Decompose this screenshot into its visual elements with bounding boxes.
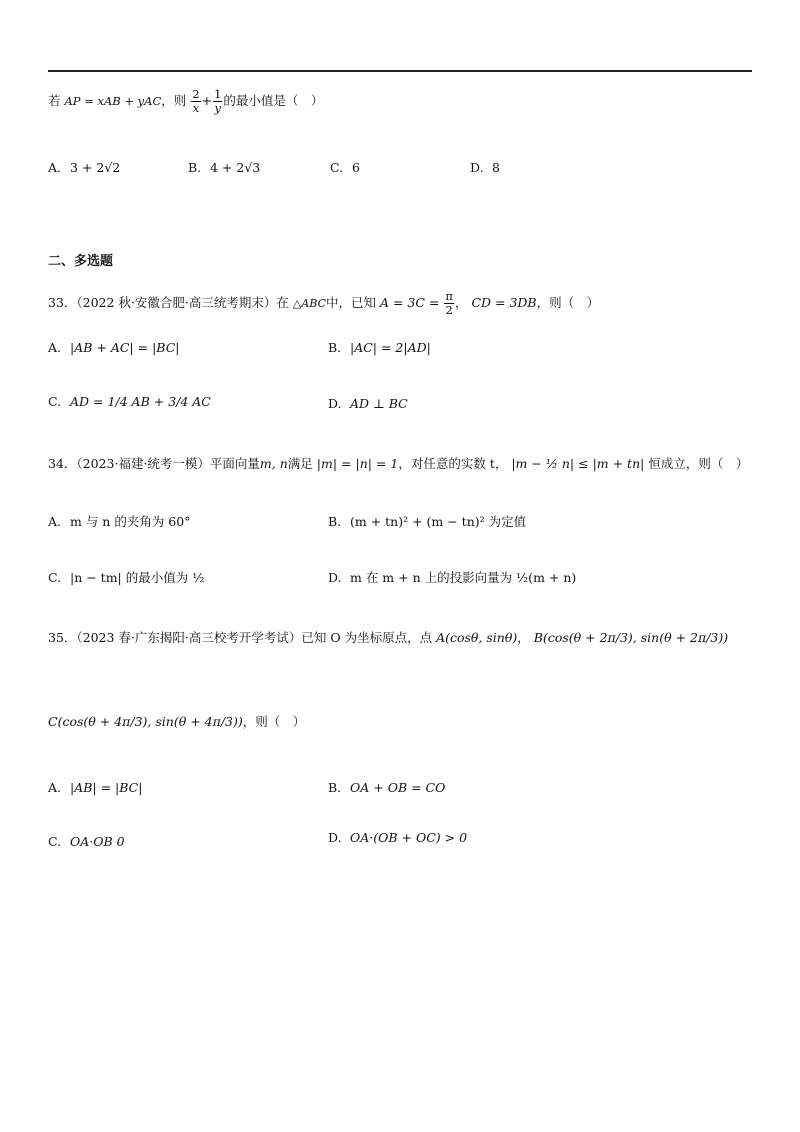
q35-stem-continued: C(cos(θ + 4π/3), sin(θ + 4π/3))，则（ ）: [48, 714, 306, 729]
point-a: A(cosθ, sinθ): [436, 630, 518, 645]
inequality: |m − ½ n| ≤ |m + tn|: [511, 456, 645, 471]
q33-stem: 33．（2022 秋·安徽合肥·高三统考期末）在 △ABC中，已知 A = 3C = $\frac{\pi}{2}$ ， CD = 3DB，则（ ）: [48, 289, 600, 318]
vector-names: m, n: [259, 456, 288, 471]
q35-stem: 35．（2023 春·广东揭阳·高三校考开学考试）已知 O 为坐标原点，点 A(cosθ, sinθ)， B(cos(θ + 2π/3), sin(θ + 2π/3)): [48, 630, 729, 645]
top-rule: [48, 70, 752, 72]
prev-option-a: A. 3 + 2√2: [48, 160, 121, 175]
fraction-pi-over-2: $\frac{\pi}{2}$: [445, 289, 453, 318]
fraction-1-over-y: $\frac{1}{y}$: [214, 87, 222, 116]
q34-option-a: A. m 与 n 的夹角为 60°: [48, 514, 191, 529]
prev-question-stem: [48, 88, 323, 115]
question-number: 33．: [48, 295, 77, 311]
point-b: B(cos(θ + 2π/3), sin(θ + 2π/3)): [533, 630, 729, 645]
angle-condition: A = 3C =: [379, 295, 440, 311]
plus-sign: +: [201, 93, 213, 109]
fraction-2-over-x: $\frac{2}{x}$: [192, 87, 200, 116]
q33-option-b: B. |AC| = 2|AD|: [328, 340, 431, 355]
q35-option-d: D. OA·(OB + OC) > 0: [328, 830, 468, 845]
q33-option-a: A. |AB + AC| = |BC|: [48, 340, 180, 355]
prev-option-b: B. 4 + 2√3: [188, 160, 261, 175]
q35-option-a: A. |AB| = |BC|: [48, 780, 143, 795]
vector-condition: CD = 3DB: [471, 295, 537, 311]
q34-option-c: C. |n − tm| 的最小值为 ½: [48, 570, 205, 585]
question-number: 34．: [48, 456, 77, 471]
point-c: C(cos(θ + 4π/3), sin(θ + 4π/3)): [48, 714, 243, 729]
stem-condition: AP = xAB + yAC: [64, 94, 162, 109]
prev-option-c: C. 6: [330, 160, 360, 175]
q33-option-c: C. AD = 1/4 AB + 3/4 AC: [48, 394, 211, 409]
question-source: （2022 秋·安徽合肥·高三统考期末）在: [76, 295, 289, 311]
triangle-abc: △ABC: [292, 297, 326, 311]
stem-prefix: 若: [48, 93, 61, 109]
question-source: （2023·福建·统考一模）平面向量: [76, 456, 260, 471]
q33-option-d: D. AD ⊥ BC: [328, 396, 408, 411]
q35-option-c: C. OA·OB 0: [48, 834, 125, 849]
prev-option-d: D. 8: [470, 160, 500, 175]
q35-option-b: B. OA + OB = CO: [328, 780, 446, 795]
unit-condition: |m| = |n| = 1: [316, 456, 399, 471]
q34-stem: 34．（2023·福建·统考一模）平面向量m, n满足 |m| = |n| = 1，对任意的实数 t， |m − ½ n| ≤ |m + tn| 恒成立，则（ ）: [48, 456, 749, 471]
stem-postfix: 的最小值是（ ）: [223, 93, 324, 109]
section-title: 二、多选题: [48, 254, 114, 269]
question-number: 35．: [48, 630, 77, 645]
q34-option-d: D. m 在 m + n 上的投影向量为 ½(m + n): [328, 570, 577, 585]
q34-option-b: B. (m + tn)² + (m − tn)² 为定值: [328, 514, 527, 529]
question-source: （2023 春·广东揭阳·高三校考开学考试）已知 O 为坐标原点，点: [76, 630, 433, 645]
stem-mid: ，则: [161, 93, 187, 109]
